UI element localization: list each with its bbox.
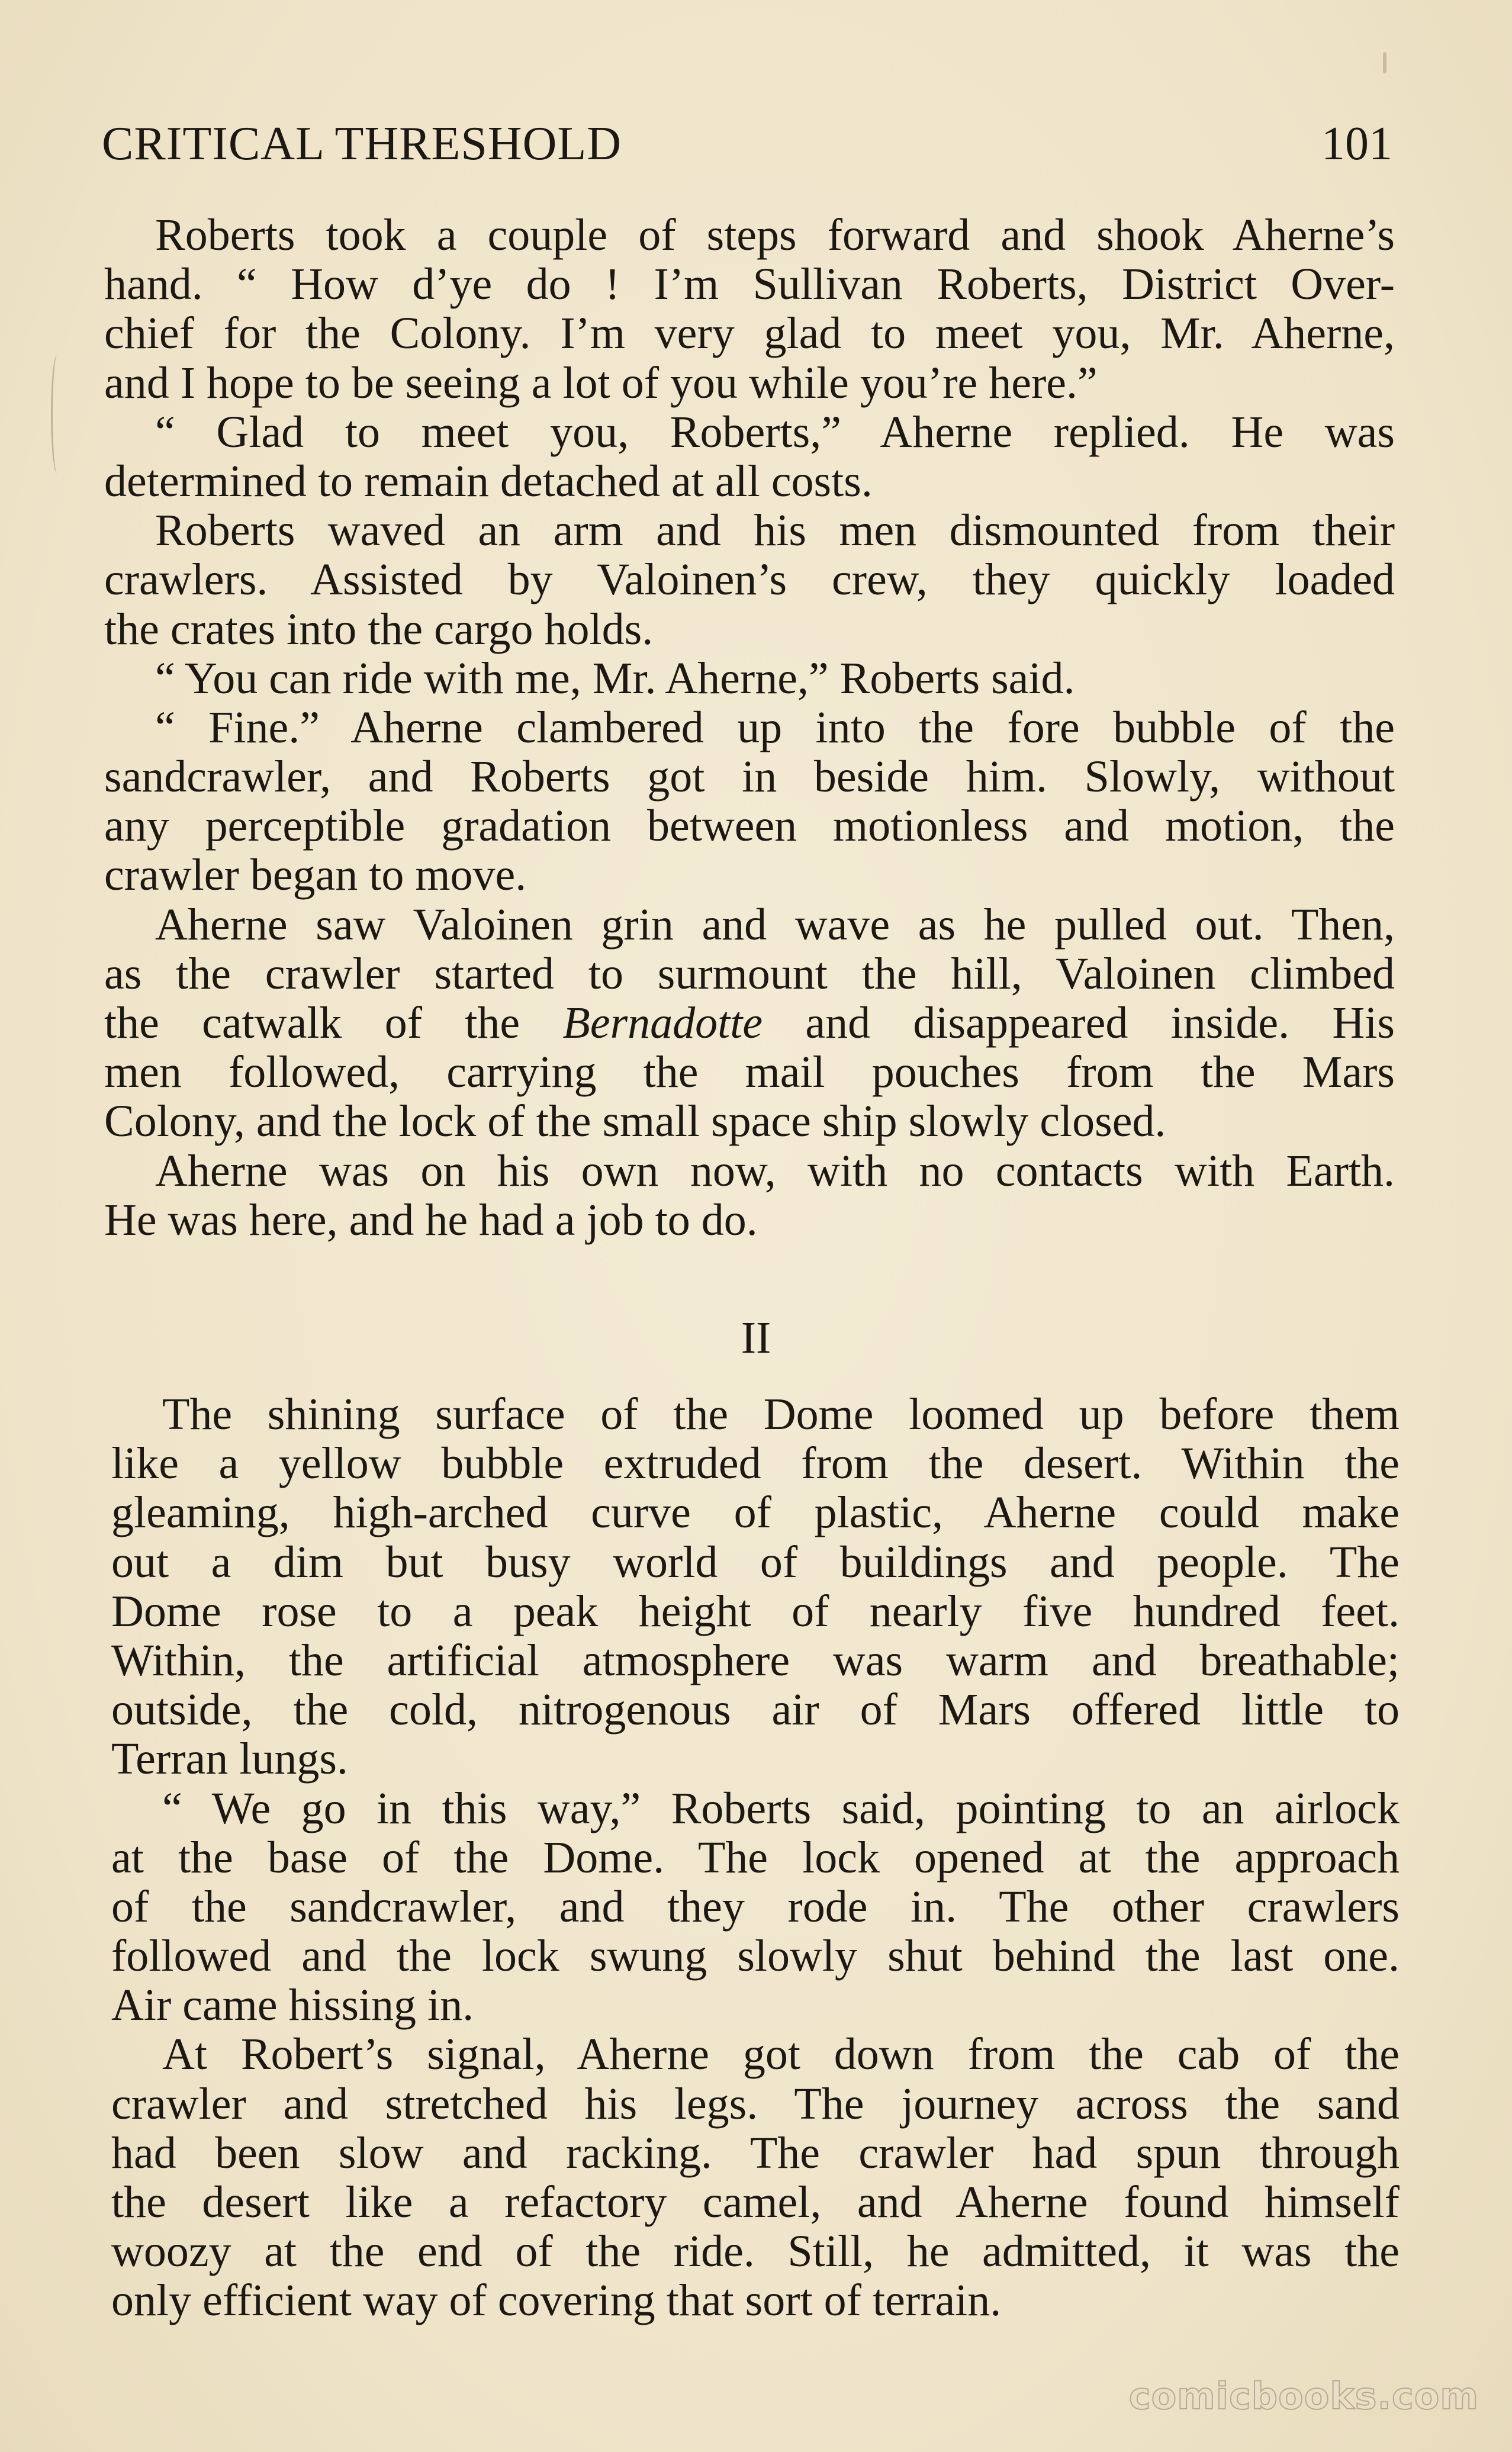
text-line: crawler and stretched his legs. The journey across the sand (111, 2079, 1400, 2129)
ship-name: Bernadotte (562, 999, 763, 1048)
text-segment: and disappeared inside. His (763, 999, 1395, 1048)
text-line: Air came hissing in. (111, 1981, 474, 2031)
text-line: crawler began to move. (104, 851, 527, 900)
text-line: the crates into the cargo holds. (104, 604, 654, 654)
text-line: Colony, and the lock of the small space ship slowly closed. (104, 1097, 1166, 1147)
text-line: gleaming, high-arched curve of plastic, Aherne could make (111, 1488, 1400, 1538)
text-line: had been slow and racking. The crawler had spun through (111, 2128, 1400, 2178)
running-head: CRITICAL THRESHOLD (102, 118, 622, 170)
text-line: the desert like a refactory camel, and Aherne found himself (111, 2178, 1400, 2227)
text-segment: the catwalk of the (104, 999, 563, 1048)
text-line: “ You can ride with me, Mr. Aherne,” Roberts said. (155, 654, 1075, 703)
text-line: like a yellow bubble extruded from the desert. Within the (111, 1439, 1400, 1489)
paper-mark (1383, 52, 1386, 73)
text-line: followed and the lock swung slowly shut behind the last one. (111, 1932, 1400, 1981)
text-line: The shining surface of the Dome loomed up before them (162, 1390, 1400, 1439)
text-line: At Robert’s signal, Aherne got down from the cab of the (162, 2030, 1400, 2080)
text-line: crawlers. Assisted by Valoinen’s crew, they quickly loaded (104, 555, 1395, 605)
section-heading: II (741, 1313, 771, 1363)
text-line-with-ship-name (104, 999, 1395, 1048)
text-line: “ Glad to meet you, Roberts,” Aherne replied. He was (155, 407, 1395, 457)
text-line: of the sandcrawler, and they rode in. The other crawlers (111, 1882, 1400, 1932)
text-line: “ Fine.” Aherne clambered up into the fore bubble of the (155, 703, 1395, 752)
text-line: out a dim but busy world of buildings and people. The (111, 1537, 1400, 1587)
text-line: as the crawler started to surmount the hill, Valoinen climbed (104, 949, 1395, 999)
text-line: Terran lungs. (111, 1735, 348, 1784)
text-line: determined to remain detached at all costs. (104, 456, 873, 506)
text-line: men followed, carrying the mail pouches from the Mars (104, 1048, 1395, 1098)
page-number: 101 (1321, 118, 1392, 170)
body-text-part-2 (111, 1390, 1400, 2326)
page-header (102, 111, 1392, 176)
text-line: hand. “ How d’ye do ! I’m Sullivan Roberts, District Over- (104, 260, 1395, 310)
text-line: Within, the artificial atmosphere was warm and breathable; (111, 1636, 1400, 1685)
text-line: and I hope to be seeing a lot of you while you’re here.” (104, 358, 1098, 408)
text-line: at the base of the Dome. The lock opened at the approach (111, 1833, 1400, 1883)
text-line: chief for the Colony. I’m very glad to meet you, Mr. Aherne, (104, 309, 1395, 359)
text-line: only efficient way of covering that sort of terrain. (111, 2276, 1002, 2326)
text-line: Roberts waved an arm and his men dismounted from their (155, 506, 1395, 556)
text-line: Aherne was on his own now, with no contacts with Earth. (155, 1146, 1395, 1196)
margin-pencil-mark (51, 355, 63, 474)
text-line: woozy at the end of the ride. Still, he admitted, it was the (111, 2227, 1400, 2277)
text-line: He was here, and he had a job to do. (104, 1195, 758, 1245)
text-line: sandcrawler, and Roberts got in beside him. Slowly, without (104, 752, 1395, 802)
watermark-logo: comicbooks.com (1128, 2374, 1479, 2418)
text-line: Dome rose to a peak height of nearly five hundred feet. (111, 1587, 1400, 1636)
text-line: outside, the cold, nitrogenous air of Mars offered little to (111, 1685, 1400, 1735)
text-line: Aherne saw Valoinen grin and wave as he pulled out. Then, (155, 900, 1395, 950)
text-line: any perceptible gradation between motionless and motion, the (104, 802, 1395, 851)
text-line: Roberts took a couple of steps forward and shook Aherne’s (155, 211, 1395, 260)
text-line: “ We go in this way,” Roberts said, pointing to an airlock (162, 1784, 1400, 1833)
body-text-part-1 (104, 211, 1395, 1245)
